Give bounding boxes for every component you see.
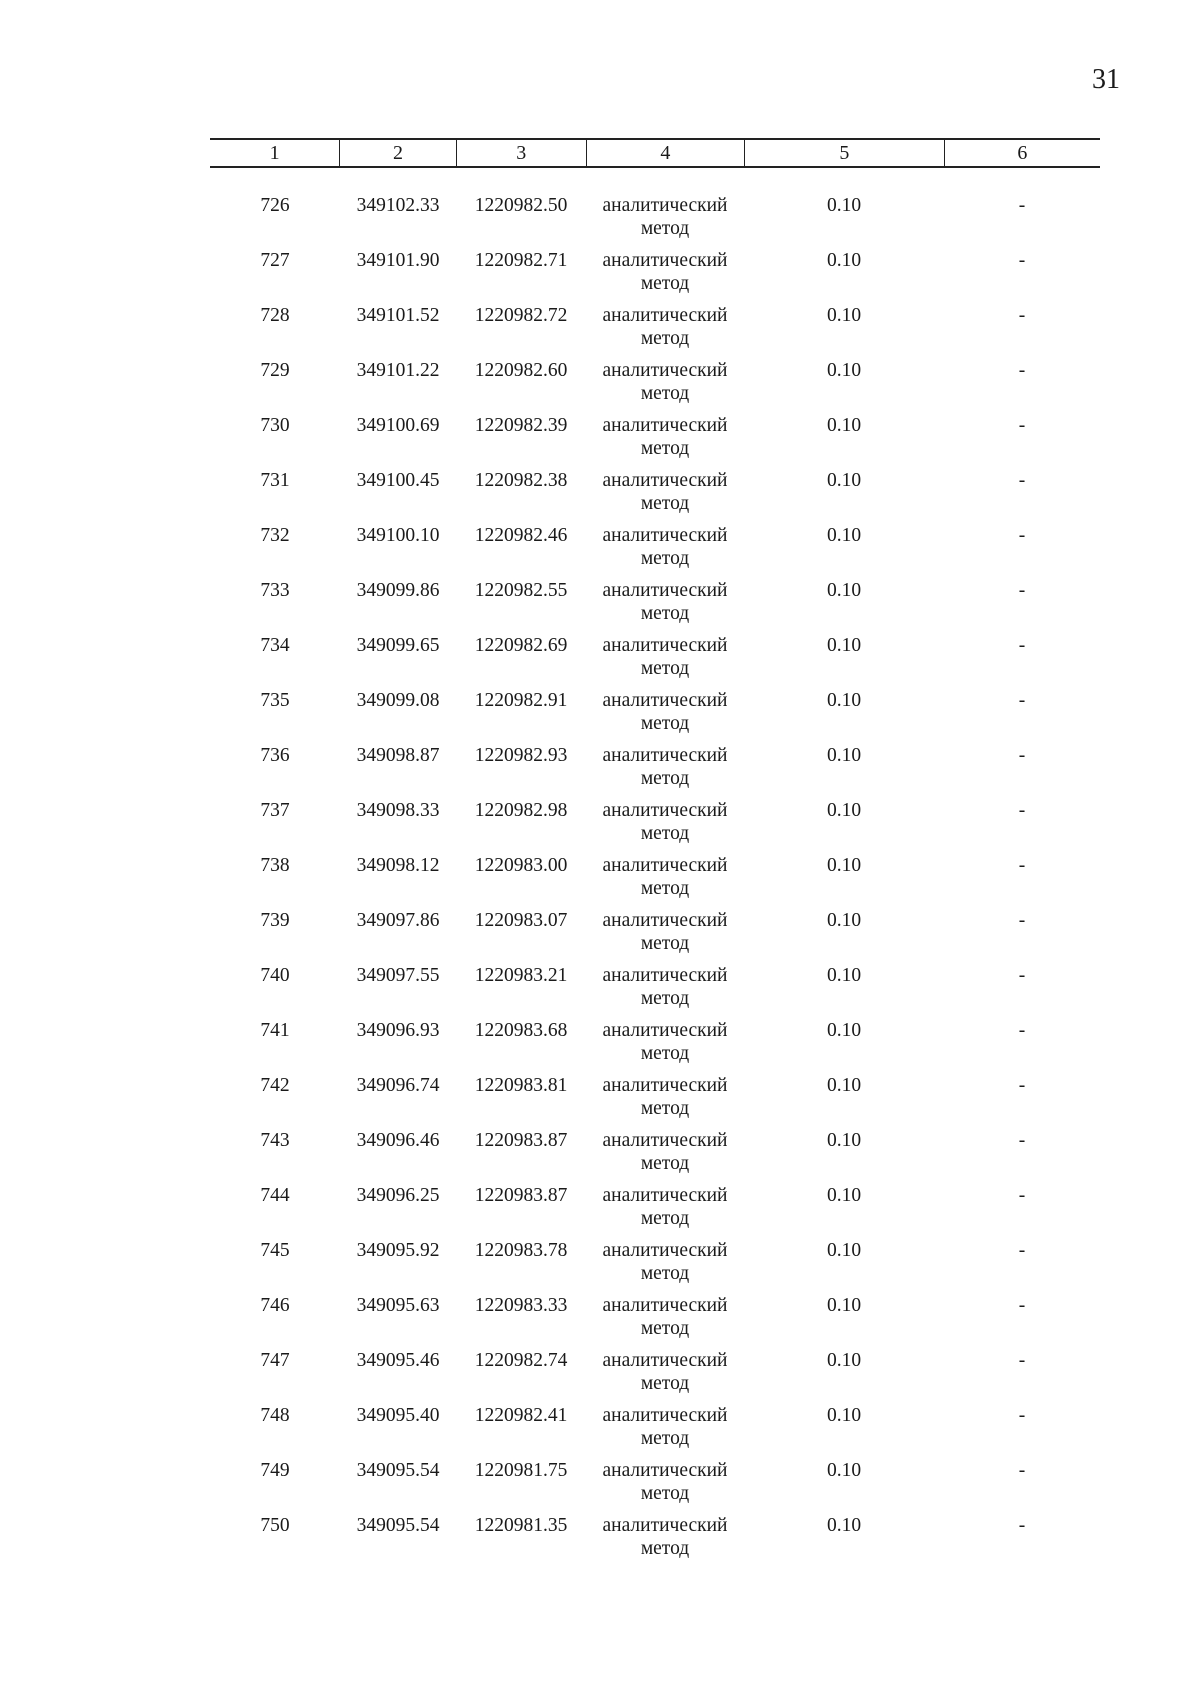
y-coordinate-cell: 1220982.50 [474, 195, 568, 216]
method-cell [586, 194, 744, 249]
accuracy-cell: 0.10 [826, 1185, 862, 1206]
y-coordinate-cell: 1220982.46 [474, 525, 568, 546]
y-coordinate-cell: 1220982.69 [474, 635, 568, 656]
table-row [210, 744, 1100, 799]
x-coordinate-cell: 349097.55 [356, 965, 440, 986]
table-row [210, 1019, 1100, 1074]
y-coordinate-cell: 1220982.60 [474, 360, 568, 381]
point-number-cell: 728 [260, 305, 290, 326]
method-cell [586, 1294, 744, 1349]
table-row [210, 414, 1100, 469]
method-line-2: метод [640, 603, 690, 624]
point-number-cell: 750 [260, 1515, 290, 1536]
method-line-1: аналитический [602, 1460, 728, 1481]
accuracy-cell: 0.10 [826, 1460, 862, 1481]
column-header-5: 5 [745, 140, 945, 166]
table-row [210, 909, 1100, 964]
table-row [210, 689, 1100, 744]
point-number-cell: 729 [260, 360, 290, 381]
method-line-1: аналитический [602, 690, 728, 711]
y-coordinate-cell: 1220982.38 [474, 470, 568, 491]
method-cell [586, 524, 744, 579]
point-number-cell: 735 [260, 690, 290, 711]
accuracy-cell: 0.10 [826, 1075, 862, 1096]
method-line-1: аналитический [602, 360, 728, 381]
table-row [210, 304, 1100, 359]
method-cell [586, 1239, 744, 1294]
point-number-cell: 745 [260, 1240, 290, 1261]
point-number-cell: 731 [260, 470, 290, 491]
note-cell: - [1018, 1515, 1026, 1536]
y-coordinate-cell: 1220982.39 [474, 415, 568, 436]
method-line-1: аналитический [602, 195, 728, 216]
x-coordinate-cell: 349098.33 [356, 800, 440, 821]
column-header-1: 1 [210, 140, 340, 166]
x-coordinate-cell: 349096.74 [356, 1075, 440, 1096]
method-line-1: аналитический [602, 1405, 728, 1426]
column-header-3: 3 [457, 140, 587, 166]
x-coordinate-cell: 349096.93 [356, 1020, 440, 1041]
method-cell [586, 579, 744, 634]
method-line-2: метод [640, 1538, 690, 1559]
method-line-2: метод [640, 1263, 690, 1284]
y-coordinate-cell: 1220982.93 [474, 745, 568, 766]
method-line-2: метод [640, 1208, 690, 1229]
method-line-1: аналитический [602, 1075, 728, 1096]
table-row [210, 249, 1100, 304]
y-coordinate-cell: 1220983.68 [474, 1020, 568, 1041]
accuracy-cell: 0.10 [826, 855, 862, 876]
method-line-1: аналитический [602, 965, 728, 986]
method-cell [586, 469, 744, 524]
column-header-4: 4 [587, 140, 745, 166]
x-coordinate-cell: 349099.65 [356, 635, 440, 656]
method-line-2: метод [640, 218, 690, 239]
x-coordinate-cell: 349100.69 [356, 415, 440, 436]
method-line-1: аналитический [602, 910, 728, 931]
accuracy-cell: 0.10 [826, 910, 862, 931]
note-cell: - [1018, 415, 1026, 436]
note-cell: - [1018, 635, 1026, 656]
method-line-1: аналитический [602, 855, 728, 876]
table-row [210, 1349, 1100, 1404]
accuracy-cell: 0.10 [826, 690, 862, 711]
y-coordinate-cell: 1220982.74 [474, 1350, 568, 1371]
method-line-2: метод [640, 1098, 690, 1119]
method-line-2: метод [640, 823, 690, 844]
y-coordinate-cell: 1220983.00 [474, 855, 568, 876]
y-coordinate-cell: 1220982.55 [474, 580, 568, 601]
y-coordinate-cell: 1220982.71 [474, 250, 568, 271]
coordinates-table [210, 138, 1100, 1569]
method-line-1: аналитический [602, 470, 728, 491]
method-line-2: метод [640, 988, 690, 1009]
accuracy-cell: 0.10 [826, 250, 862, 271]
method-line-2: метод [640, 493, 690, 514]
accuracy-cell: 0.10 [826, 415, 862, 436]
method-cell [586, 1074, 744, 1129]
note-cell: - [1018, 910, 1026, 931]
note-cell: - [1018, 690, 1026, 711]
table-row [210, 469, 1100, 524]
note-cell: - [1018, 1295, 1026, 1316]
y-coordinate-cell: 1220983.81 [474, 1075, 568, 1096]
x-coordinate-cell: 349095.46 [356, 1350, 440, 1371]
accuracy-cell: 0.10 [826, 1405, 862, 1426]
accuracy-cell: 0.10 [826, 195, 862, 216]
y-coordinate-cell: 1220982.41 [474, 1405, 568, 1426]
table-row [210, 359, 1100, 414]
note-cell: - [1018, 360, 1026, 381]
point-number-cell: 727 [260, 250, 290, 271]
method-line-2: метод [640, 1153, 690, 1174]
x-coordinate-cell: 349100.10 [356, 525, 440, 546]
method-line-2: метод [640, 933, 690, 954]
x-coordinate-cell: 349096.46 [356, 1130, 440, 1151]
method-line-2: метод [640, 878, 690, 899]
column-header-6: 6 [1017, 142, 1028, 164]
method-line-2: метод [640, 328, 690, 349]
table-row [210, 1239, 1100, 1294]
point-number-cell: 749 [260, 1460, 290, 1481]
x-coordinate-cell: 349095.40 [356, 1405, 440, 1426]
method-line-1: аналитический [602, 745, 728, 766]
column-header-2: 2 [340, 140, 456, 166]
note-cell: - [1018, 1130, 1026, 1151]
method-line-2: метод [640, 658, 690, 679]
method-line-2: метод [640, 438, 690, 459]
x-coordinate-cell: 349098.12 [356, 855, 440, 876]
point-number-cell: 741 [260, 1020, 290, 1041]
x-coordinate-cell: 349095.54 [356, 1515, 440, 1536]
accuracy-cell: 0.10 [826, 1515, 862, 1536]
method-cell [586, 1019, 744, 1074]
note-cell: - [1018, 1020, 1026, 1041]
table-row [210, 579, 1100, 634]
method-line-1: аналитический [602, 1515, 728, 1536]
method-cell [586, 799, 744, 854]
table-row [210, 1074, 1100, 1129]
y-coordinate-cell: 1220981.75 [474, 1460, 568, 1481]
x-coordinate-cell: 349096.25 [356, 1185, 440, 1206]
note-cell: - [1018, 800, 1026, 821]
y-coordinate-cell: 1220983.07 [474, 910, 568, 931]
accuracy-cell: 0.10 [826, 1020, 862, 1041]
table-row [210, 799, 1100, 854]
method-line-2: метод [640, 273, 690, 294]
note-cell: - [1018, 250, 1026, 271]
accuracy-cell: 0.10 [826, 305, 862, 326]
x-coordinate-cell: 349095.63 [356, 1295, 440, 1316]
point-number-cell: 744 [260, 1185, 290, 1206]
y-coordinate-cell: 1220982.91 [474, 690, 568, 711]
table-row [210, 1404, 1100, 1459]
note-cell: - [1018, 1185, 1026, 1206]
method-line-1: аналитический [602, 1020, 728, 1041]
table-header [210, 138, 1100, 168]
table-row [210, 1129, 1100, 1184]
method-cell [586, 1459, 744, 1514]
method-line-1: аналитический [602, 305, 728, 326]
x-coordinate-cell: 349097.86 [356, 910, 440, 931]
method-cell [586, 414, 744, 469]
accuracy-cell: 0.10 [826, 1350, 862, 1371]
method-cell [586, 249, 744, 304]
method-line-1: аналитический [602, 1295, 728, 1316]
method-line-2: метод [640, 713, 690, 734]
x-coordinate-cell: 349099.86 [356, 580, 440, 601]
method-line-1: аналитический [602, 1185, 728, 1206]
point-number-cell: 736 [260, 745, 290, 766]
note-cell: - [1018, 305, 1026, 326]
x-coordinate-cell: 349102.33 [356, 195, 440, 216]
method-cell [586, 304, 744, 359]
point-number-cell: 737 [260, 800, 290, 821]
method-line-2: метод [640, 1483, 690, 1504]
method-line-1: аналитический [602, 1350, 728, 1371]
method-cell [586, 1129, 744, 1184]
method-cell [586, 1184, 744, 1239]
method-line-2: метод [640, 768, 690, 789]
note-cell: - [1018, 1240, 1026, 1261]
method-line-1: аналитический [602, 1240, 728, 1261]
point-number-cell: 746 [260, 1295, 290, 1316]
method-cell [586, 689, 744, 744]
note-cell: - [1018, 525, 1026, 546]
method-line-2: метод [640, 1318, 690, 1339]
method-cell [586, 359, 744, 414]
table-row [210, 1184, 1100, 1239]
method-cell [586, 964, 744, 1019]
note-cell: - [1018, 965, 1026, 986]
accuracy-cell: 0.10 [826, 1130, 862, 1151]
method-cell [586, 1404, 744, 1459]
x-coordinate-cell: 349098.87 [356, 745, 440, 766]
x-coordinate-cell: 349100.45 [356, 470, 440, 491]
point-number-cell: 742 [260, 1075, 290, 1096]
accuracy-cell: 0.10 [826, 470, 862, 491]
y-coordinate-cell: 1220983.87 [474, 1130, 568, 1151]
accuracy-cell: 0.10 [826, 635, 862, 656]
method-line-1: аналитический [602, 415, 728, 436]
note-cell: - [1018, 1405, 1026, 1426]
x-coordinate-cell: 349101.22 [356, 360, 440, 381]
point-number-cell: 730 [260, 415, 290, 436]
x-coordinate-cell: 349095.54 [356, 1460, 440, 1481]
y-coordinate-cell: 1220982.72 [474, 305, 568, 326]
note-cell: - [1018, 1075, 1026, 1096]
table-row [210, 524, 1100, 579]
note-cell: - [1018, 580, 1026, 601]
note-cell: - [1018, 745, 1026, 766]
method-line-1: аналитический [602, 580, 728, 601]
accuracy-cell: 0.10 [826, 800, 862, 821]
point-number-cell: 740 [260, 965, 290, 986]
x-coordinate-cell: 349101.52 [356, 305, 440, 326]
method-cell [586, 744, 744, 799]
accuracy-cell: 0.10 [826, 580, 862, 601]
method-cell [586, 909, 744, 964]
y-coordinate-cell: 1220981.35 [474, 1515, 568, 1536]
point-number-cell: 748 [260, 1405, 290, 1426]
point-number-cell: 738 [260, 855, 290, 876]
table-row [210, 964, 1100, 1019]
method-line-1: аналитический [602, 800, 728, 821]
method-line-2: метод [640, 548, 690, 569]
point-number-cell: 747 [260, 1350, 290, 1371]
x-coordinate-cell: 349101.90 [356, 250, 440, 271]
method-line-1: аналитический [602, 635, 728, 656]
page-number: 31 [1092, 64, 1120, 95]
point-number-cell: 743 [260, 1130, 290, 1151]
note-cell: - [1018, 470, 1026, 491]
table-row [210, 634, 1100, 689]
method-line-2: метод [640, 1428, 690, 1449]
note-cell: - [1018, 1350, 1026, 1371]
point-number-cell: 739 [260, 910, 290, 931]
accuracy-cell: 0.10 [826, 965, 862, 986]
table-row [210, 194, 1100, 249]
method-cell [586, 1514, 744, 1569]
point-number-cell: 734 [260, 635, 290, 656]
accuracy-cell: 0.10 [826, 745, 862, 766]
accuracy-cell: 0.10 [826, 525, 862, 546]
accuracy-cell: 0.10 [826, 1295, 862, 1316]
y-coordinate-cell: 1220983.78 [474, 1240, 568, 1261]
method-line-2: метод [640, 1373, 690, 1394]
point-number-cell: 726 [260, 195, 290, 216]
table-row [210, 1514, 1100, 1569]
y-coordinate-cell: 1220982.98 [474, 800, 568, 821]
table-row [210, 1294, 1100, 1349]
note-cell: - [1018, 195, 1026, 216]
x-coordinate-cell: 349099.08 [356, 690, 440, 711]
method-line-1: аналитический [602, 1130, 728, 1151]
table-row [210, 854, 1100, 909]
method-cell [586, 1349, 744, 1404]
method-line-1: аналитический [602, 250, 728, 271]
note-cell: - [1018, 1460, 1026, 1481]
table-body [210, 194, 1100, 1569]
method-cell [586, 634, 744, 689]
accuracy-cell: 0.10 [826, 1240, 862, 1261]
x-coordinate-cell: 349095.92 [356, 1240, 440, 1261]
method-line-2: метод [640, 383, 690, 404]
y-coordinate-cell: 1220983.33 [474, 1295, 568, 1316]
method-cell [586, 854, 744, 909]
method-line-1: аналитический [602, 525, 728, 546]
point-number-cell: 732 [260, 525, 290, 546]
table-row [210, 1459, 1100, 1514]
accuracy-cell: 0.10 [826, 360, 862, 381]
y-coordinate-cell: 1220983.87 [474, 1185, 568, 1206]
y-coordinate-cell: 1220983.21 [474, 965, 568, 986]
note-cell: - [1018, 855, 1026, 876]
method-line-2: метод [640, 1043, 690, 1064]
point-number-cell: 733 [260, 580, 290, 601]
